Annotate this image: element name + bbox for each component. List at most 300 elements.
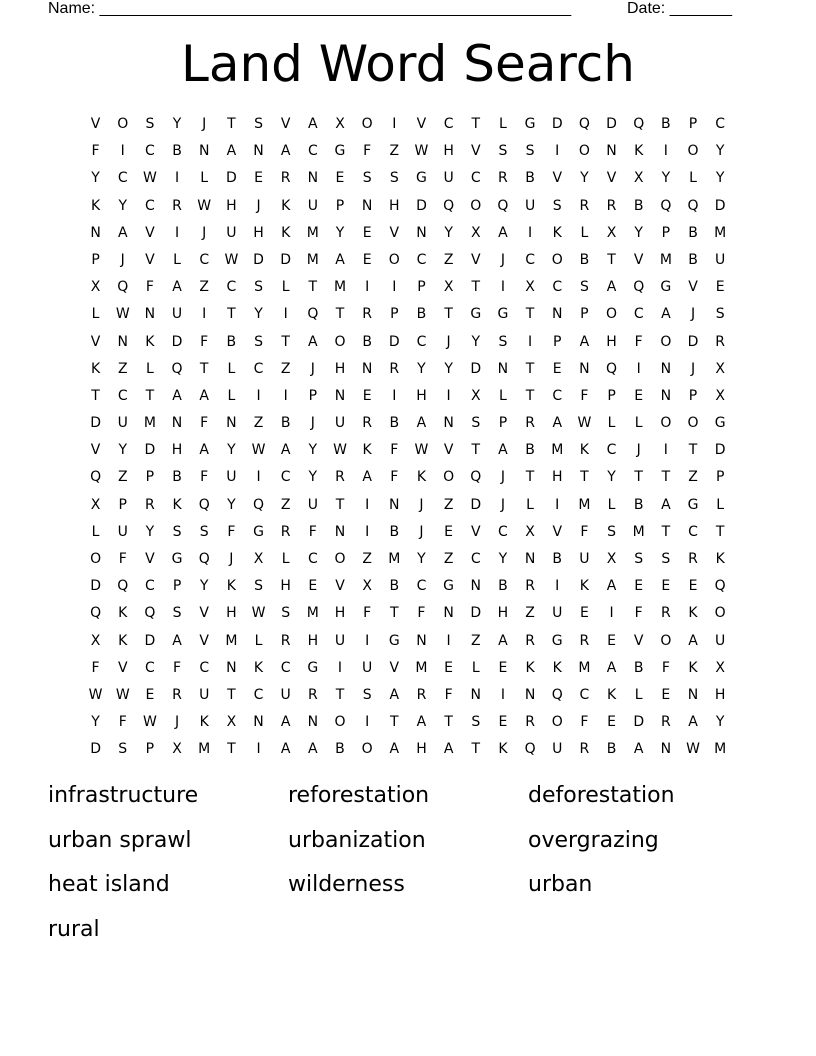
grid-letter[interactable]: E bbox=[335, 170, 345, 187]
grid-letter[interactable]: C bbox=[416, 578, 427, 595]
grid-letter[interactable]: O bbox=[551, 251, 563, 268]
grid-letter[interactable]: A bbox=[498, 442, 508, 459]
grid-letter[interactable]: Y bbox=[335, 224, 345, 241]
grid-letter[interactable]: P bbox=[661, 224, 671, 241]
grid-letter[interactable]: N bbox=[416, 632, 427, 649]
grid-letter[interactable]: D bbox=[416, 197, 427, 214]
grid-letter[interactable]: S bbox=[145, 116, 155, 132]
grid-letter[interactable]: Y bbox=[715, 170, 725, 187]
grid-letter[interactable]: N bbox=[307, 714, 319, 731]
grid-letter[interactable]: T bbox=[471, 279, 481, 296]
grid-letter[interactable]: E bbox=[634, 578, 644, 595]
grid-letter[interactable]: U bbox=[552, 605, 563, 622]
grid-letter[interactable]: Z bbox=[199, 279, 209, 296]
grid-letter[interactable]: N bbox=[524, 686, 536, 703]
grid-letter[interactable]: B bbox=[633, 659, 644, 676]
grid-letter[interactable]: N bbox=[579, 360, 590, 377]
grid-letter[interactable]: F bbox=[227, 523, 236, 540]
grid-letter[interactable]: G bbox=[714, 415, 726, 432]
grid-letter[interactable]: H bbox=[551, 469, 563, 486]
grid-letter[interactable]: V bbox=[552, 170, 563, 187]
grid-letter[interactable]: G bbox=[443, 578, 455, 595]
grid-letter[interactable]: P bbox=[390, 306, 399, 323]
grid-letter[interactable]: L bbox=[91, 523, 100, 540]
grid-letter[interactable]: E bbox=[661, 578, 671, 595]
grid-letter[interactable]: I bbox=[392, 116, 397, 132]
grid-letter[interactable]: F bbox=[200, 415, 209, 432]
grid-letter[interactable]: A bbox=[362, 469, 372, 486]
grid-letter[interactable]: B bbox=[498, 578, 508, 595]
grid-letter[interactable]: N bbox=[307, 170, 319, 187]
grid-letter[interactable]: U bbox=[334, 415, 346, 432]
grid-letter[interactable]: C bbox=[307, 551, 318, 567]
grid-letter[interactable]: I bbox=[555, 578, 560, 595]
grid-letter[interactable]: D bbox=[714, 442, 726, 459]
grid-letter[interactable]: Q bbox=[198, 496, 210, 513]
grid-letter[interactable]: L bbox=[580, 224, 589, 241]
grid-letter[interactable]: F bbox=[390, 469, 399, 486]
grid-letter[interactable]: L bbox=[499, 116, 507, 132]
grid-letter[interactable]: Q bbox=[497, 197, 509, 214]
grid-letter[interactable]: E bbox=[498, 714, 508, 731]
grid-letter[interactable]: L bbox=[281, 551, 290, 567]
grid-letter[interactable]: S bbox=[661, 551, 671, 567]
grid-letter[interactable]: Y bbox=[227, 442, 236, 459]
grid-letter[interactable]: A bbox=[416, 714, 427, 731]
grid-letter[interactable]: D bbox=[280, 251, 292, 268]
grid-letter[interactable]: K bbox=[199, 714, 209, 731]
grid-letter[interactable]: S bbox=[362, 686, 372, 703]
grid-letter[interactable]: S bbox=[525, 143, 535, 160]
grid-letter[interactable]: O bbox=[578, 143, 590, 160]
grid-letter[interactable]: K bbox=[118, 632, 128, 649]
grid-letter[interactable]: V bbox=[633, 632, 644, 649]
date-field-label[interactable]: Date: _______ bbox=[627, 0, 732, 17]
grid-letter[interactable]: T bbox=[525, 360, 535, 377]
grid-letter[interactable]: J bbox=[446, 333, 451, 350]
grid-letter[interactable]: I bbox=[120, 143, 125, 160]
grid-letter[interactable]: Q bbox=[90, 605, 102, 622]
grid-letter[interactable]: B bbox=[362, 333, 372, 350]
grid-letter[interactable]: Q bbox=[253, 496, 265, 513]
grid-letter[interactable]: K bbox=[145, 333, 155, 350]
grid-letter[interactable]: A bbox=[416, 415, 427, 432]
grid-letter[interactable]: A bbox=[199, 442, 209, 459]
grid-letter[interactable]: Y bbox=[607, 469, 616, 486]
grid-letter[interactable]: J bbox=[500, 251, 505, 268]
grid-letter[interactable]: K bbox=[688, 659, 698, 676]
grid-letter[interactable]: C bbox=[145, 659, 155, 676]
grid-letter[interactable]: M bbox=[415, 659, 428, 676]
grid-letter[interactable]: V bbox=[633, 251, 644, 268]
grid-letter[interactable]: F bbox=[200, 469, 209, 486]
grid-letter[interactable]: A bbox=[308, 333, 318, 350]
grid-letter[interactable]: V bbox=[280, 116, 291, 132]
grid-letter[interactable]: Q bbox=[687, 197, 699, 214]
grid-letter[interactable]: L bbox=[173, 251, 181, 268]
grid-letter[interactable]: P bbox=[308, 387, 318, 404]
grid-letter[interactable]: Q bbox=[90, 469, 102, 486]
grid-letter[interactable]: O bbox=[334, 551, 346, 567]
grid-letter[interactable]: I bbox=[528, 333, 533, 350]
grid-letter[interactable]: C bbox=[199, 659, 210, 676]
grid-letter[interactable]: O bbox=[361, 741, 373, 758]
grid-letter[interactable]: O bbox=[687, 143, 699, 160]
grid-letter[interactable]: L bbox=[145, 360, 154, 377]
grid-letter[interactable]: L bbox=[200, 170, 209, 187]
grid-letter[interactable]: L bbox=[526, 496, 534, 513]
grid-letter[interactable]: X bbox=[715, 387, 725, 404]
grid-letter[interactable]: A bbox=[117, 224, 128, 241]
grid-letter[interactable]: L bbox=[634, 686, 643, 703]
grid-letter[interactable]: Q bbox=[633, 279, 645, 296]
grid-letter[interactable]: S bbox=[254, 116, 263, 132]
grid-letter[interactable]: X bbox=[362, 578, 372, 595]
grid-letter[interactable]: W bbox=[577, 415, 592, 432]
grid-letter[interactable]: R bbox=[498, 170, 508, 187]
grid-letter[interactable]: C bbox=[579, 686, 590, 703]
grid-letter[interactable]: O bbox=[714, 605, 726, 622]
grid-letter[interactable]: N bbox=[117, 333, 128, 350]
grid-letter[interactable]: B bbox=[416, 306, 427, 323]
grid-letter[interactable]: N bbox=[660, 360, 672, 377]
grid-letter[interactable]: C bbox=[280, 659, 291, 676]
grid-letter[interactable]: Z bbox=[443, 551, 454, 567]
grid-letter[interactable]: J bbox=[690, 306, 696, 323]
grid-letter[interactable]: W bbox=[142, 714, 157, 731]
grid-letter[interactable]: D bbox=[144, 442, 156, 459]
grid-letter[interactable]: B bbox=[280, 415, 291, 432]
grid-letter[interactable]: Z bbox=[525, 605, 535, 622]
grid-letter[interactable]: A bbox=[308, 741, 318, 758]
grid-letter[interactable]: M bbox=[198, 741, 211, 758]
grid-letter[interactable]: M bbox=[632, 523, 645, 540]
grid-letter[interactable]: R bbox=[416, 686, 427, 703]
grid-letter[interactable]: O bbox=[334, 333, 346, 350]
grid-letter[interactable]: R bbox=[389, 360, 400, 377]
grid-letter[interactable]: Y bbox=[661, 170, 671, 187]
grid-letter[interactable]: Q bbox=[117, 578, 129, 595]
grid-letter[interactable]: L bbox=[607, 415, 616, 432]
grid-letter[interactable]: L bbox=[716, 496, 725, 513]
grid-letter[interactable]: N bbox=[334, 387, 346, 404]
grid-letter[interactable]: V bbox=[117, 659, 128, 676]
grid-letter[interactable]: Z bbox=[253, 415, 264, 432]
grid-letter[interactable]: J bbox=[229, 551, 234, 567]
grid-letter[interactable]: R bbox=[172, 686, 182, 703]
grid-letter[interactable]: V bbox=[470, 523, 481, 540]
grid-letter[interactable]: T bbox=[580, 469, 589, 486]
grid-letter[interactable]: B bbox=[633, 496, 644, 513]
grid-letter[interactable]: L bbox=[227, 387, 236, 404]
grid-letter[interactable]: O bbox=[361, 116, 373, 132]
grid-letter[interactable]: E bbox=[634, 387, 644, 404]
grid-letter[interactable]: H bbox=[334, 605, 346, 622]
grid-letter[interactable]: O bbox=[443, 469, 455, 486]
grid-letter[interactable]: A bbox=[606, 578, 617, 595]
grid-letter[interactable]: V bbox=[389, 659, 400, 676]
grid-letter[interactable]: V bbox=[335, 578, 345, 595]
grid-letter[interactable]: X bbox=[470, 224, 481, 241]
grid-letter[interactable]: D bbox=[90, 741, 101, 758]
grid-letter[interactable]: G bbox=[524, 116, 536, 132]
grid-letter[interactable]: H bbox=[253, 224, 264, 241]
grid-letter[interactable]: P bbox=[607, 387, 616, 404]
grid-letter[interactable]: T bbox=[444, 306, 453, 323]
grid-letter[interactable]: R bbox=[579, 632, 590, 649]
grid-letter[interactable]: S bbox=[579, 279, 589, 296]
grid-letter[interactable]: Q bbox=[171, 360, 183, 377]
grid-letter[interactable]: T bbox=[661, 523, 671, 540]
grid-letter[interactable]: P bbox=[688, 116, 698, 132]
grid-letter[interactable]: P bbox=[498, 415, 508, 432]
grid-letter[interactable]: I bbox=[174, 170, 180, 187]
grid-letter[interactable]: E bbox=[552, 360, 562, 377]
grid-letter[interactable]: N bbox=[551, 306, 563, 323]
grid-letter[interactable]: P bbox=[553, 333, 562, 350]
grid-letter[interactable]: G bbox=[687, 496, 699, 513]
grid-letter[interactable]: Y bbox=[417, 360, 426, 377]
grid-letter[interactable]: Y bbox=[145, 523, 155, 540]
grid-letter[interactable]: T bbox=[471, 741, 481, 758]
grid-letter[interactable]: Q bbox=[117, 279, 129, 296]
grid-letter[interactable]: F bbox=[91, 659, 100, 676]
grid-letter[interactable]: U bbox=[226, 469, 237, 486]
grid-letter[interactable]: M bbox=[578, 659, 591, 676]
grid-letter[interactable]: G bbox=[660, 279, 672, 296]
grid-letter[interactable]: H bbox=[171, 442, 183, 459]
grid-letter[interactable]: E bbox=[254, 170, 263, 187]
grid-letter[interactable]: V bbox=[606, 170, 617, 187]
grid-letter[interactable]: J bbox=[256, 197, 261, 214]
grid-letter[interactable]: K bbox=[498, 741, 508, 758]
grid-letter[interactable]: M bbox=[388, 551, 401, 567]
grid-letter[interactable]: N bbox=[606, 143, 617, 160]
grid-letter[interactable]: U bbox=[524, 197, 536, 214]
grid-letter[interactable]: T bbox=[91, 387, 100, 404]
grid-letter[interactable]: I bbox=[256, 741, 261, 758]
grid-letter[interactable]: R bbox=[660, 605, 671, 622]
grid-letter[interactable]: H bbox=[226, 197, 237, 214]
grid-letter[interactable]: I bbox=[365, 496, 370, 513]
grid-letter[interactable]: I bbox=[283, 387, 288, 404]
grid-letter[interactable]: N bbox=[687, 686, 699, 703]
grid-letter[interactable]: S bbox=[254, 279, 263, 296]
grid-letter[interactable]: O bbox=[660, 632, 672, 649]
grid-letter[interactable]: Q bbox=[606, 360, 618, 377]
grid-letter[interactable]: Z bbox=[362, 551, 372, 567]
grid-letter[interactable]: T bbox=[471, 442, 481, 459]
grid-letter[interactable]: R bbox=[525, 415, 535, 432]
grid-letter[interactable]: B bbox=[525, 442, 535, 459]
grid-letter[interactable]: X bbox=[90, 279, 101, 296]
grid-letter[interactable]: N bbox=[660, 387, 672, 404]
grid-letter[interactable]: E bbox=[444, 659, 454, 676]
grid-letter[interactable]: E bbox=[362, 224, 372, 241]
grid-letter[interactable]: X bbox=[172, 741, 182, 758]
grid-letter[interactable]: P bbox=[580, 306, 589, 323]
grid-letter[interactable]: T bbox=[525, 306, 535, 323]
grid-letter[interactable]: T bbox=[634, 469, 643, 486]
grid-letter[interactable]: C bbox=[443, 116, 454, 132]
grid-letter[interactable]: C bbox=[715, 116, 726, 132]
grid-letter[interactable]: C bbox=[145, 578, 155, 595]
grid-letter[interactable]: B bbox=[688, 224, 698, 241]
grid-letter[interactable]: O bbox=[388, 251, 400, 268]
grid-letter[interactable]: G bbox=[497, 306, 509, 323]
grid-letter[interactable]: Q bbox=[714, 578, 726, 595]
grid-letter[interactable]: F bbox=[661, 659, 670, 676]
grid-letter[interactable]: X bbox=[606, 551, 617, 567]
grid-letter[interactable]: C bbox=[117, 170, 128, 187]
grid-letter[interactable]: T bbox=[661, 469, 671, 486]
grid-letter[interactable]: D bbox=[253, 251, 264, 268]
grid-letter[interactable]: Y bbox=[498, 551, 508, 567]
grid-letter[interactable]: J bbox=[120, 251, 125, 268]
grid-letter[interactable]: S bbox=[254, 578, 263, 595]
grid-letter[interactable]: I bbox=[365, 523, 370, 540]
grid-letter[interactable]: X bbox=[90, 496, 101, 513]
grid-letter[interactable]: U bbox=[171, 306, 183, 323]
grid-letter[interactable]: N bbox=[361, 197, 373, 214]
grid-letter[interactable]: F bbox=[580, 523, 589, 540]
grid-letter[interactable]: D bbox=[388, 333, 400, 350]
grid-letter[interactable]: P bbox=[145, 469, 155, 486]
grid-letter[interactable]: J bbox=[174, 714, 180, 731]
grid-letter[interactable]: R bbox=[715, 333, 726, 350]
grid-letter[interactable]: E bbox=[308, 578, 318, 595]
grid-letter[interactable]: N bbox=[443, 605, 454, 622]
grid-letter[interactable]: W bbox=[115, 686, 130, 703]
grid-letter[interactable]: N bbox=[90, 224, 101, 241]
grid-letter[interactable]: S bbox=[607, 523, 616, 540]
grid-letter[interactable]: A bbox=[280, 143, 291, 160]
grid-letter[interactable]: V bbox=[145, 224, 155, 241]
grid-letter[interactable]: W bbox=[224, 251, 239, 268]
grid-letter[interactable]: E bbox=[444, 523, 454, 540]
grid-letter[interactable]: C bbox=[253, 360, 264, 377]
grid-letter[interactable]: N bbox=[497, 360, 509, 377]
grid-letter[interactable]: M bbox=[143, 415, 156, 432]
grid-letter[interactable]: B bbox=[688, 251, 698, 268]
grid-letter[interactable]: Q bbox=[524, 741, 536, 758]
grid-letter[interactable]: U bbox=[715, 632, 726, 649]
grid-letter[interactable]: T bbox=[281, 333, 290, 350]
grid-letter[interactable]: Z bbox=[443, 496, 454, 513]
grid-letter[interactable]: H bbox=[416, 387, 427, 404]
grid-letter[interactable]: J bbox=[310, 415, 315, 432]
grid-letter[interactable]: Y bbox=[118, 197, 128, 214]
grid-letter[interactable]: O bbox=[470, 197, 482, 214]
grid-letter[interactable]: I bbox=[663, 442, 668, 459]
grid-letter[interactable]: T bbox=[227, 741, 236, 758]
grid-letter[interactable]: Z bbox=[688, 469, 698, 486]
grid-letter[interactable]: F bbox=[444, 686, 453, 703]
grid-letter[interactable]: I bbox=[392, 279, 397, 296]
grid-letter[interactable]: V bbox=[145, 551, 155, 567]
grid-letter[interactable]: M bbox=[306, 605, 319, 622]
grid-letter[interactable]: A bbox=[633, 741, 644, 758]
grid-letter[interactable]: J bbox=[202, 116, 207, 132]
grid-letter[interactable]: C bbox=[253, 686, 264, 703]
grid-letter[interactable]: Q bbox=[198, 551, 210, 567]
grid-letter[interactable]: A bbox=[199, 387, 209, 404]
grid-letter[interactable]: S bbox=[715, 306, 725, 323]
grid-letter[interactable]: C bbox=[552, 279, 563, 296]
grid-letter[interactable]: R bbox=[606, 197, 617, 214]
grid-letter[interactable]: L bbox=[91, 306, 100, 323]
grid-letter[interactable]: C bbox=[416, 333, 427, 350]
grid-letter[interactable]: G bbox=[334, 143, 346, 160]
grid-letter[interactable]: Y bbox=[634, 224, 643, 241]
grid-letter[interactable]: I bbox=[174, 224, 180, 241]
grid-letter[interactable]: K bbox=[579, 442, 589, 459]
grid-letter[interactable]: I bbox=[256, 387, 261, 404]
grid-letter[interactable]: M bbox=[306, 251, 319, 268]
grid-letter[interactable]: F bbox=[145, 279, 154, 296]
grid-letter[interactable]: Y bbox=[471, 333, 481, 350]
grid-letter[interactable]: L bbox=[689, 170, 697, 187]
grid-letter[interactable]: S bbox=[281, 605, 291, 622]
grid-letter[interactable]: R bbox=[579, 741, 590, 758]
grid-letter[interactable]: Y bbox=[308, 469, 318, 486]
grid-letter[interactable]: W bbox=[88, 686, 103, 703]
grid-letter[interactable]: V bbox=[443, 442, 454, 459]
grid-letter[interactable]: I bbox=[392, 387, 397, 404]
grid-letter[interactable]: X bbox=[335, 116, 345, 132]
grid-letter[interactable]: D bbox=[171, 333, 183, 350]
grid-letter[interactable]: T bbox=[227, 686, 236, 703]
grid-letter[interactable]: T bbox=[199, 360, 209, 377]
grid-letter[interactable]: K bbox=[226, 578, 236, 595]
grid-letter[interactable]: B bbox=[172, 143, 182, 160]
grid-letter[interactable]: S bbox=[172, 605, 182, 622]
grid-letter[interactable]: V bbox=[90, 442, 101, 459]
grid-letter[interactable]: V bbox=[470, 251, 481, 268]
grid-letter[interactable]: B bbox=[633, 197, 644, 214]
grid-letter[interactable]: E bbox=[579, 605, 589, 622]
grid-letter[interactable]: V bbox=[90, 333, 101, 350]
grid-letter[interactable]: N bbox=[361, 360, 373, 377]
grid-letter[interactable]: I bbox=[365, 714, 370, 731]
grid-letter[interactable]: C bbox=[416, 251, 427, 268]
grid-letter[interactable]: X bbox=[470, 387, 481, 404]
grid-letter[interactable]: E bbox=[145, 686, 155, 703]
grid-letter[interactable]: I bbox=[609, 605, 614, 622]
grid-letter[interactable]: N bbox=[171, 415, 183, 432]
grid-letter[interactable]: X bbox=[443, 279, 454, 296]
grid-letter[interactable]: M bbox=[333, 279, 347, 296]
grid-letter[interactable]: I bbox=[636, 360, 641, 377]
grid-letter[interactable]: H bbox=[226, 605, 237, 622]
grid-letter[interactable]: E bbox=[362, 387, 372, 404]
grid-letter[interactable]: J bbox=[500, 496, 505, 513]
grid-letter[interactable]: R bbox=[307, 686, 318, 703]
grid-letter[interactable]: X bbox=[715, 360, 725, 377]
grid-letter[interactable]: K bbox=[362, 442, 372, 459]
grid-letter[interactable]: S bbox=[552, 197, 562, 214]
grid-letter[interactable]: H bbox=[497, 605, 509, 622]
grid-letter[interactable]: O bbox=[660, 333, 672, 350]
grid-letter[interactable]: X bbox=[606, 224, 617, 241]
grid-letter[interactable]: Y bbox=[580, 170, 589, 187]
grid-letter[interactable]: Y bbox=[715, 143, 725, 160]
grid-letter[interactable]: K bbox=[715, 551, 725, 567]
grid-letter[interactable]: U bbox=[280, 686, 291, 703]
grid-letter[interactable]: L bbox=[227, 360, 236, 377]
grid-letter[interactable]: F bbox=[308, 523, 317, 540]
grid-letter[interactable]: T bbox=[390, 714, 399, 731]
